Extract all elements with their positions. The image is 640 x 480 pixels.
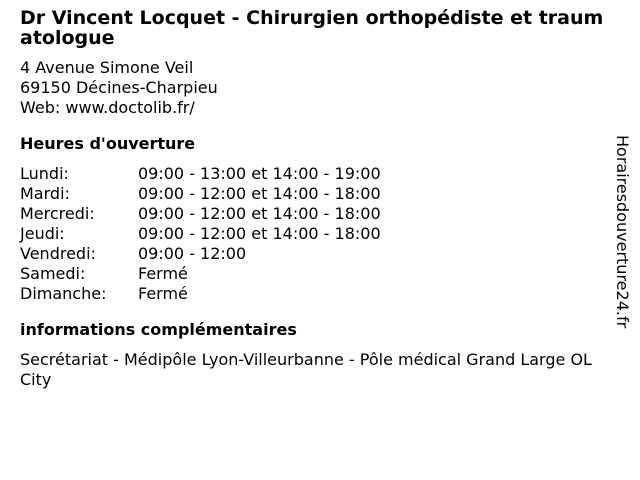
hours-time: 09:00 - 12:00 et 14:00 - 18:00 — [138, 184, 381, 203]
hours-table — [20, 164, 381, 304]
hours-time: Fermé — [138, 284, 188, 303]
address-city: 69150 Décines-Charpieu — [20, 78, 218, 97]
hours-day: Mercredi: — [20, 204, 95, 223]
hours-time: 09:00 - 12:00 et 14:00 - 18:00 — [138, 204, 381, 223]
hours-time: 09:00 - 12:00 et 14:00 - 18:00 — [138, 224, 381, 243]
info-text: Secrétariat - Médipôle Lyon-Villeurbanne - Pôle médical Grand Large OL City — [20, 350, 592, 389]
hours-row — [20, 204, 381, 224]
hours-row — [20, 224, 381, 244]
hours-time: Fermé — [138, 264, 188, 283]
hours-day: Dimanche: — [20, 284, 107, 303]
business-card — [20, 8, 616, 390]
hours-day: Vendredi: — [20, 244, 96, 263]
hours-time: 09:00 - 13:00 et 14:00 - 19:00 — [138, 164, 381, 183]
hours-day: Lundi: — [20, 164, 69, 183]
hours-row — [20, 164, 381, 184]
hours-day: Samedi: — [20, 264, 86, 283]
hours-row — [20, 264, 381, 284]
watermark-text: Horairesdouverture24.fr — [613, 135, 632, 329]
hours-day: Jeudi: — [20, 224, 65, 243]
hours-row — [20, 244, 381, 264]
hours-day: Mardi: — [20, 184, 70, 203]
hours-row — [20, 284, 381, 304]
info-heading: informations complémentaires — [20, 320, 297, 339]
address-web: Web: www.doctolib.fr/ — [20, 98, 195, 117]
hours-heading: Heures d'ouverture — [20, 134, 196, 153]
address-block — [20, 58, 616, 118]
address-street: 4 Avenue Simone Veil — [20, 58, 194, 77]
hours-time: 09:00 - 12:00 — [138, 244, 247, 263]
hours-row — [20, 184, 381, 204]
page-title: Dr Vincent Locquet - Chirurgien orthopédiste et traumatologue — [20, 7, 604, 49]
